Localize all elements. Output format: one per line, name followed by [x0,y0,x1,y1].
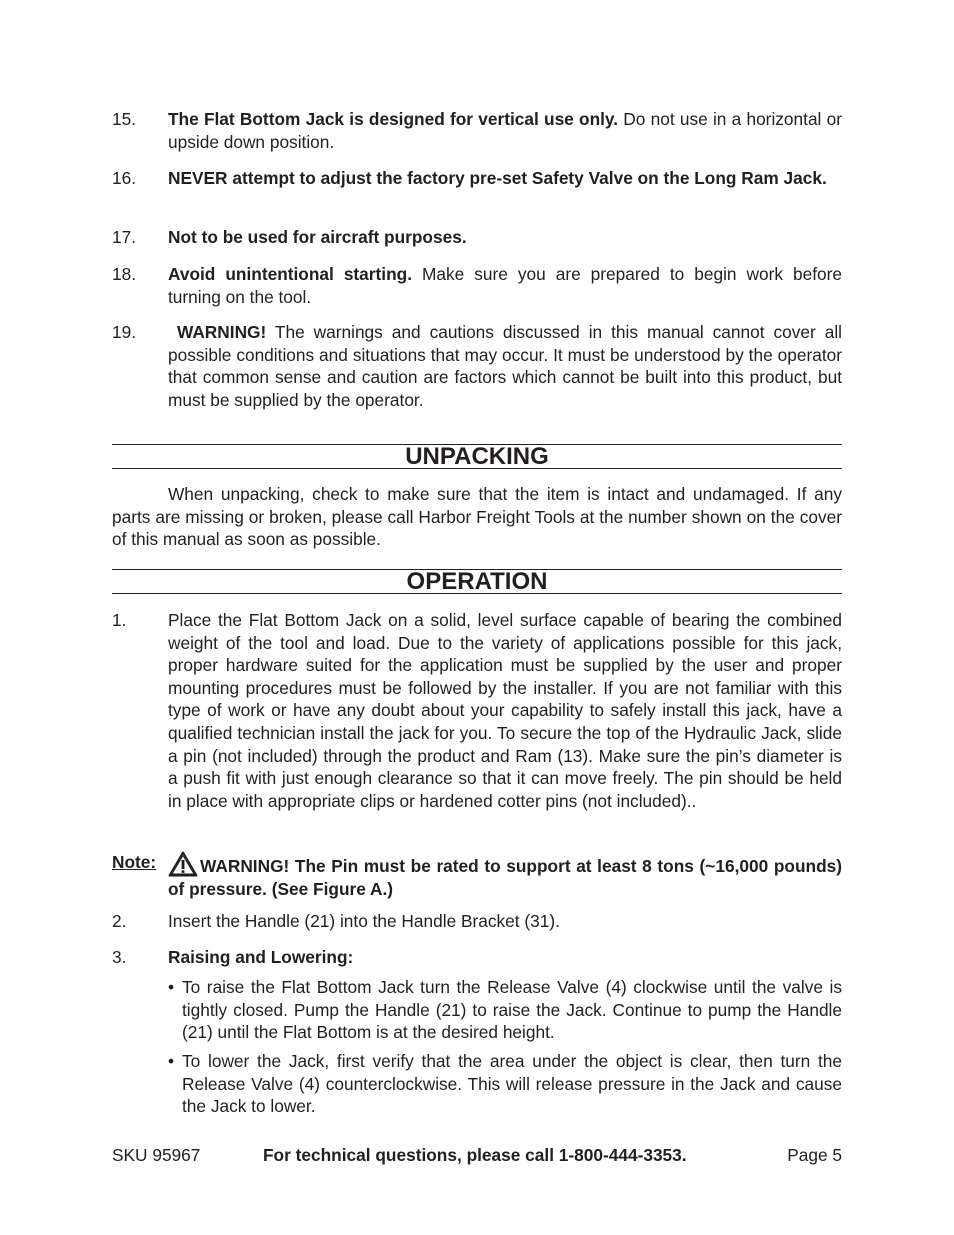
footer-page-number: Page 5 [787,1145,842,1165]
operation-step-1 [112,609,842,812]
unpacking-paragraph: When unpacking, check to make sure that the item is intact and undamaged. If any parts are missing or broken, please call Harbor Freight Tools at the number shown on the cover of this manual as soon as possible. [112,484,842,550]
item-number: 15. [112,109,137,129]
note-block [112,851,842,900]
unpacking-heading: UNPACKING [405,443,549,470]
warning-triangle-icon [168,851,198,877]
step-text: Insert the Handle (21) into the Handle Bracket (31). [168,911,560,931]
operation-step-2 [112,910,842,933]
step-number: 1. [112,610,127,630]
footer-sku: SKU 95967 [112,1145,201,1165]
item-bold-text: Avoid unintentional starting. [168,264,412,284]
item-text: Do not use in a horizontal or upside down position. [168,109,842,152]
note-text: WARNING! The Pin must be rated to support at least 8 tons (~16,000 pounds) of pressure. (See Figure A.) [168,856,842,899]
list-item-17 [112,226,842,249]
item-number: 16. [112,168,137,188]
item-text: The warnings and cautions discussed in this manual cannot cover all possible conditions and situations that may occur. It must be understood by the operator that common sense and caution are factors which cannot be built into this product, but must be supplied by the operator. [168,322,842,410]
item-bold-text: NEVER attempt to adjust the factory pre-set Safety Valve on the Long Ram Jack. [168,168,827,188]
step-number: 2. [112,911,127,931]
list-item-16 [112,167,842,190]
item-number: 18. [112,264,137,284]
step-number: 3. [112,947,127,967]
operation-step-3 [112,946,842,969]
item-bold-text: Not to be used for aircraft purposes. [168,227,467,247]
note-label: Note: [112,852,157,872]
bullet-item [168,976,842,1044]
bullet-text: To lower the Jack, first verify that the area under the object is clear, then turn the Release Valve (4) counterclockwise. This will release pressure in the Jack and cause the Jack to lower. [182,1051,842,1117]
step-bold-text: Raising and Lowering: [168,947,354,967]
bullet-glyph: • [168,1051,175,1071]
item-bold-text: WARNING! [168,322,267,342]
list-item-18 [112,263,842,308]
list-item-15 [112,108,842,153]
item-number: 19. [112,322,137,342]
list-item-19 [112,321,842,411]
section-rule-bottom [112,593,842,594]
section-rule-bottom [112,468,842,469]
bullet-text: To raise the Flat Bottom Jack turn the Release Valve (4) clockwise until the valve is tightly closed. Pump the Handle (21) to raise the Jack. Continue to pump the Handle (21) until the Flat Bottom is at the desired height. [182,977,842,1043]
bullet-item [168,1050,842,1118]
step-text: Place the Flat Bottom Jack on a solid, level surface capable of bearing the combined weight of the tool and load. Due to the variety of applications possible for this jack, proper hardware suited for the application must be supplied by the user and proper mounting procedures must be followed by the installer. If you are not familiar with this type of work or have any doubt about your capability to safely install this jack, have a qualified technician install the jack for you. To secure the top of the Hydraulic Jack, slide a pin (not included) through the product and Ram (13). Make sure the pin’s diameter is a push fit with just enough clearance so that it can move freely. The pin should be held in place with appropriate clips or hardened cotter pins (not included).. [168,610,842,811]
item-bold-text: The Flat Bottom Jack is designed for vertical use only. [168,109,619,129]
operation-heading: OPERATION [406,568,548,595]
bullet-glyph: • [168,977,175,997]
item-text: Make sure you are prepared to begin work before turning on the tool. [168,264,842,307]
item-number: 17. [112,227,137,247]
footer-support-line: For technical questions, please call 1-800-444-3353. [263,1145,687,1165]
